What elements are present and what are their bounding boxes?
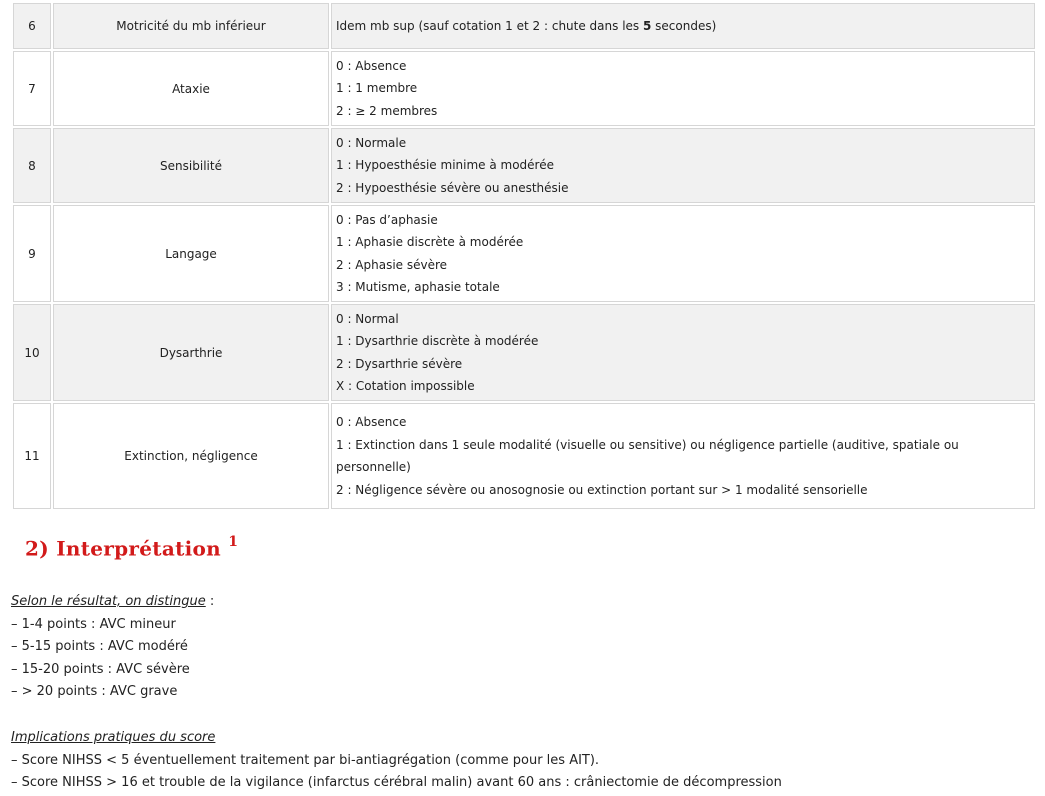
score-line: 2 : Aphasie sévère (336, 257, 448, 272)
section-heading (25, 536, 238, 561)
score-line: 1 : Hypoesthésie minime à modérée (336, 158, 554, 173)
row-number: 11 (13, 403, 51, 509)
score-line: X : Cotation impossible (336, 379, 475, 393)
heading-text: 2) Interprétation (25, 536, 221, 561)
score-line: 1 : Dysarthrie discrète à modérée (336, 334, 539, 348)
score-line: 2 : Hypoesthésie sévère ou anesthésie (336, 180, 569, 195)
score-line: 3 : Mutisme, aphasie totale (336, 280, 500, 294)
row6-desc-bold: 5 (642, 19, 652, 33)
score-line: 2 : Négligence sévère ou anosognosie ou extinction portant sur > 1 modalité sensorielle (336, 482, 868, 497)
table-row (13, 403, 1035, 509)
list-item: – 15-20 points : AVC sévère (11, 661, 190, 677)
results-intro-suffix: : (205, 594, 215, 609)
list-item: – 5-15 points : AVC modéré (11, 639, 188, 654)
results-intro-label: Selon le résultat, on distingue (11, 594, 206, 609)
list-item: – Score NIHSS < 5 éventuellement traitement par bi-antiagrégation (comme pour les AIT). (11, 752, 600, 768)
nihss-score-table (11, 1, 1037, 511)
results-section (11, 591, 214, 704)
implications-intro (11, 727, 782, 750)
row-item: Dysarthrie (53, 304, 329, 401)
row-number: 6 (13, 3, 51, 49)
row-number: 8 (13, 128, 51, 203)
score-line: 0 : Absence (336, 58, 407, 73)
list-item: – > 20 points : AVC grave (11, 684, 178, 699)
row-item: Extinction, négligence (53, 403, 329, 509)
implications-section (11, 727, 782, 795)
table-row (13, 128, 1035, 203)
table-row (13, 51, 1035, 126)
row-description (331, 304, 1035, 401)
row6-desc-after: secondes) (651, 19, 717, 33)
row-item: Ataxie (53, 51, 329, 126)
score-line: 1 : Aphasie discrète à modérée (336, 235, 524, 249)
footnote-link[interactable]: 1 (228, 534, 239, 550)
row-item: Sensibilité (53, 128, 329, 203)
row-description (331, 403, 1035, 509)
row-item: Motricité du mb inférieur (53, 3, 329, 49)
table-row (13, 304, 1035, 401)
score-line: 1 : Extinction dans 1 seule modalité (visuelle ou sensitive) ou négligence partielle (auditive, spatiale ou personnelle) (336, 437, 959, 474)
score-line: 0 : Normal (336, 311, 399, 326)
table-row (13, 205, 1035, 302)
row6-desc-before: Idem mb sup (sauf cotation 1 et 2 : chute dans les (336, 19, 643, 33)
row-number: 10 (13, 304, 51, 401)
row-description (331, 205, 1035, 302)
row-number: 7 (13, 51, 51, 126)
row-description (331, 51, 1035, 126)
score-line: 0 : Normale (336, 135, 407, 150)
row-description (331, 3, 1035, 49)
score-line: 1 : 1 membre (336, 81, 418, 96)
implications-intro-label: Implications pratiques du score (11, 730, 216, 745)
row-description (331, 128, 1035, 203)
score-line: 2 : Dysarthrie sévère (336, 356, 463, 371)
list-item: – 1-4 points : AVC mineur (11, 616, 176, 632)
list-item: – Score NIHSS > 16 et trouble de la vigilance (infarctus cérébral malin) avant 60 ans : crâniectomie de décompression (11, 775, 782, 790)
table-row (13, 3, 1035, 49)
row-item: Langage (53, 205, 329, 302)
score-line: 0 : Pas d’aphasie (336, 212, 438, 227)
score-line: 0 : Absence (336, 415, 407, 429)
row-number: 9 (13, 205, 51, 302)
score-line: 2 : ≥ 2 membres (336, 103, 438, 118)
results-intro (11, 591, 214, 614)
